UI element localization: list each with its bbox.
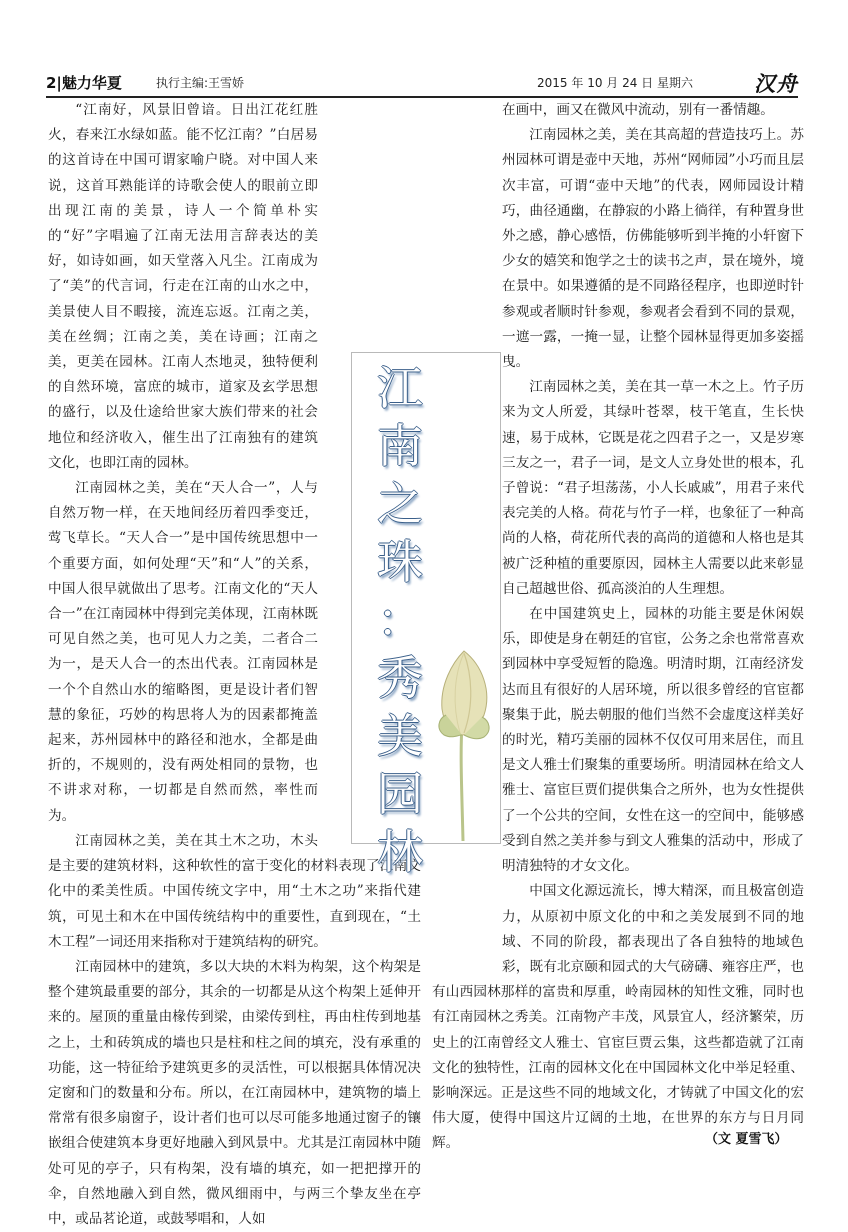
paragraph: 在中国建筑史上，园林的功能主要是休闲娱乐，即使是身在朝廷的官宦，公务之余也常常喜欢到园林中享受短暂的隐逸。明清时期，江南经济发达而且有很好的人居环境，所以很多曾经的官宦都聚集于此，脱去朝服的他们当然不会虚度这样美好的时光，精巧美丽的园林不仅仅可用来居住，而且是文人雅士们聚集的重要场所。明清园林在给文人雅士、富宦巨贾们提供集合之所外，也为女性提供了一个公共的空间，女性在这一的空间中，能够感受到自然之美并参与到文人雅集的活动中，形成了明清独特的才女文化。 [502,606,804,875]
title-char: 江 [377,361,423,415]
title-char: 美 [377,709,423,763]
paragraph: 江南园林中的建筑，多以大块的木料为构架，这个构架是整个建筑最重要的部分，其余的一切都是从这个构架上延伸开来的。屋顶的重量由椽传到梁，由梁传到柱，再由柱传到地基之上，土和砖筑成的墙也只是柱和柱之间的填充，没有承重的功能，这一特征给予建筑更多的灵活性，可以根据具体情况决定窗和门的数量和分布。所以，在江南园林中，建筑物的墙上常常有很多扇窗子，设计者们也可以尽可能多地通过窗子的镶嵌组合使建筑本身更好地融入到风景中。尤其是江南园林中随处可见的亭子，只有构架，没有墙的填充，如一把把撑开的伞，自然地融入到自然，微风细雨中，与两三个挚友坐在亭中，或品茗论道，或鼓琴唱和，人如 [48,958,421,1227]
newspaper-logo: 汉舟 [754,71,798,96]
page-header [46,68,798,94]
paragraph: 中国文化源远流长，博大精深，而且极富创造力，从原初中原文化的中和之美发展到不同的地域、不同的阶段，都表现出了各自独特的地域色彩，既有北京颐和园式的大气磅礴、雍容庄严，也有山西园林那样的富贵和厚重，岭南园林的知性文雅，同时也有江南园林之秀美。江南物产丰茂，风景宜人，经济繁荣，历史上的江南曾经文人雅士、官宦巨贾云集，这些都造就了江南文化的独特性，江南的园林文化在中国园林文化中举足轻重、影响深远。正是这些不同的地域文化，才铸就了中国文化的宏伟大厦，使得中国这片辽阔的土地，在世界的东方与日月同辉。 [432,883,804,1152]
editor-credit: 执行主编:王雪娇 [156,76,245,90]
paragraph: 江南园林之美，美在“天人合一”，人与自然万物一样，在天地间经历着四季变迁，莺飞草长。“天人合一”是中国传统思想中一个重要方面，如何处理“天”和“人”的关系，中国人很早就做出了思考。江南文化的“天人合一”在江南园林中得到完美体现，江南林既可见自然之美，也可见人力之美，二者合二为一，是天人合一的杰出代表。江南园林是一个个自然山水的缩略图，更是设计者们智慧的象征，巧妙的构思将人为的因素都掩盖起来，苏州园林中的路径和池水，全都是曲折的，不规则的，没有两处相同的景物，也不讲求对称，一切都是自然而然，率性而为。 [48,480,318,824]
title-char: 园 [377,767,423,821]
paragraph: 江南园林之美，美在其一草一木之上。竹子历来为文人所爱，其绿叶苍翠，枝干笔直，生长快速，易于成林，它既是花之四君子之一，又是岁寒三友之一，君子一词，是文人立身处世的根本，孔子曾说：“君子坦荡荡，小人长戚戚”，用君子来代表完美的人格。荷花与竹子一样，也象征了一种高尚的人格，荷花所代表的高尚的道德和人格也是其被广泛种植的重要原因，园林主人需要以此来彰显自己超越世俗、孤高淡泊的人生理想。 [502,379,804,597]
article-title [372,359,428,881]
title-char: 秀 [377,651,423,705]
lotus-bud-illustration [432,645,496,841]
title-char: 南 [377,419,423,473]
issue-date: 2015 年 10 月 24 日 星期六 [537,76,693,90]
title-char: 之 [377,477,423,531]
paragraph: “江南好，风景旧曾谙。日出江花红胜火，春来江水绿如蓝。能不忆江南？”白居易的这首诗在中国可谓家喻户晓。对中国人来说，这首耳熟能详的诗歌会使人的眼前立即出现江南的美景，诗人一个简单朴实的“好”字唱遍了江南无法用言辞表达的美好，如诗如画，如天堂落入凡尘。江南成为了“美”的代言词，行走在江南的山水之中，美景使人目不暇接，流连忘返。江南之美，美在丝绸；江南之美，美在诗画；江南之美，更美在园林。江南人杰地灵，独特便利的自然环境，富庶的城市，道家及玄学思想的盛行，以及仕途给世家大族们带来的社会地位和经济收入，催生出了江南独有的建筑文化，也即江南的园林。 [48,102,318,471]
paragraph: 江南园林之美，美在其高超的营造技巧上。苏州园林可谓是壶中天地，苏州“网师园”小巧而且层次丰富，可谓“壶中天地”的代表，网师园设计精巧，曲径通幽，在静寂的小路上徜徉，有种置身世外之感，静心感悟，仿佛能够听到半掩的小轩窗下少女的嬉笑和饱学之士的读书之声，景在境外，境在景中。如果遵循的是不同路径程序，也即逆时针参观或者顺时针参观，参观者会看到不同的景观，一遮一露，一掩一显，让整个园林显得更加多姿摇曳。 [502,127,804,371]
title-char: 林 [377,825,423,879]
title-char: ： [377,593,423,647]
author-byline: （文 夏雪飞） [705,1132,788,1147]
paragraph: 江南园林之美，美在其土木之功，木头是主要的建筑材料，这种软性的富于变化的材料表现了江南文化中的柔美性质。中国传统文字中，用“土木之功”来指代建筑，可见土和木在中国传统结构中的重要性，直到现在，“土木工程”一词还用来指称对于建筑结构的研究。 [48,832,421,950]
title-char: 珠 [377,535,423,589]
paragraph-continuation: 在画中，画又在微风中流动，别有一番情趣。 [502,102,774,118]
page-section-label: 2|魅力华夏 [46,74,122,92]
article-title-box [351,352,501,879]
